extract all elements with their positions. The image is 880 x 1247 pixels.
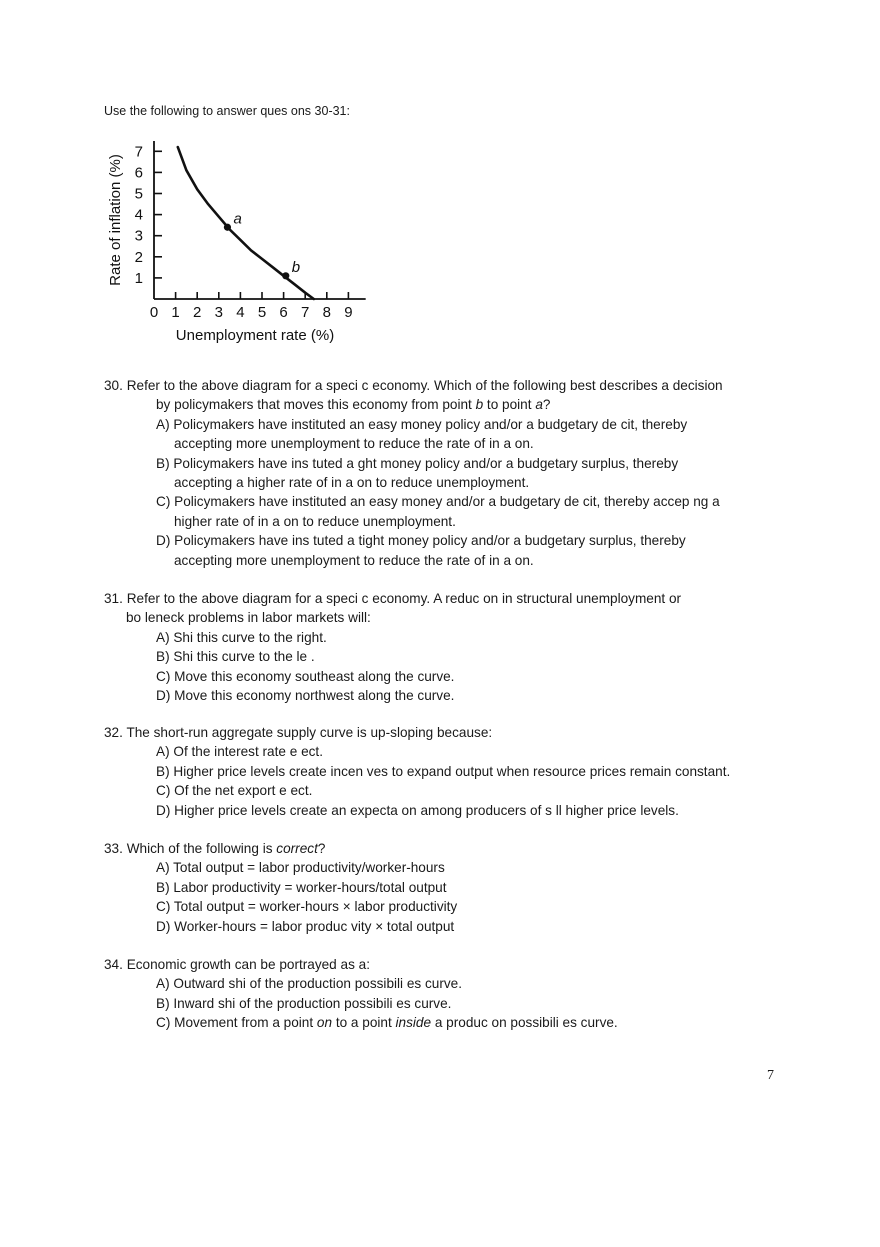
option-line: B) Higher price levels create incen ves to expand output when resource prices remain constant.: [156, 763, 731, 779]
question-number: 31.: [104, 591, 123, 606]
x-tick-label: 3: [214, 304, 223, 321]
question-stem: [104, 955, 794, 974]
answer-option-c: [104, 781, 794, 800]
text-segment: Refer to the above diagram for a speci c economy. Which of the following best describes a decision: [126, 378, 723, 393]
text-segment: ?: [317, 841, 326, 856]
option-line: accepting a higher rate of in a on to reduce unemployment.: [174, 475, 530, 491]
option-line: accepting more unemployment to reduce the rate of in a on.: [174, 436, 534, 452]
answer-option-a: [104, 974, 794, 993]
y-axis-label: Rate of inflation (%): [107, 154, 124, 286]
option-line: D) Move this economy northwest along the curve.: [156, 688, 455, 704]
option-line: C) Total output = worker-hours × labor productivity: [156, 899, 458, 915]
y-tick-label: 3: [134, 227, 143, 245]
question-number: 32.: [104, 725, 123, 740]
option-line: C) Policymakers have instituted an easy money and/or a budgetary de cit, thereby accep ng a: [156, 494, 720, 510]
option-line: A) Shi this curve to the right.: [156, 629, 327, 645]
x-tick-label: 7: [301, 304, 310, 321]
option-line: C) Of the net export e ect.: [156, 783, 313, 799]
answer-option-a: [104, 858, 794, 877]
option-line: A) Of the interest rate e ect.: [156, 744, 323, 760]
answer-option-b: [104, 878, 794, 897]
question-34: [104, 955, 794, 1033]
option-line: B) Inward shi of the production possibili es curve.: [156, 995, 452, 1011]
y-tick-label: 1: [134, 269, 143, 287]
question-number: 34.: [104, 957, 123, 972]
x-axis-label: Unemployment rate (%): [175, 327, 335, 344]
italic-text: b: [475, 397, 484, 413]
option-line: A) Policymakers have instituted an easy money policy and/or a budgetary de cit, thereby: [156, 416, 688, 432]
question-33: [104, 839, 794, 936]
italic-text: correct: [276, 841, 318, 856]
text-segment: C) Movement from a point: [156, 1015, 317, 1031]
option-line: A) Outward shi of the production possibili es curve.: [156, 976, 463, 992]
y-tick-label: 6: [134, 164, 143, 182]
x-tick-label: 4: [236, 304, 245, 321]
text-segment: a produc on possibili es curve.: [431, 1015, 618, 1031]
question-32: [104, 723, 794, 820]
answer-option-b: [104, 994, 794, 1013]
x-tick-label: 1: [171, 304, 180, 321]
stem-line: [104, 395, 794, 414]
italic-text: on: [316, 1015, 333, 1031]
question-30: [104, 376, 794, 570]
x-tick-label: 2: [193, 304, 202, 321]
answer-option-d: [104, 801, 794, 820]
answer-option-c: [104, 897, 794, 916]
curve-points: [224, 210, 300, 279]
point-a-label: a: [233, 210, 242, 228]
answer-option-a: [104, 628, 794, 647]
x-tick-label: 6: [279, 304, 288, 321]
text-segment: to a point: [332, 1015, 396, 1031]
y-axis-ticks: [135, 143, 162, 287]
question-number: 30.: [104, 378, 123, 393]
answer-option-b: [104, 454, 794, 493]
answer-option-a: [104, 415, 794, 454]
question-stem: [104, 589, 794, 628]
question-stem: [104, 839, 794, 858]
answer-option-d: [104, 917, 794, 936]
stem-line: bo leneck problems in labor markets will:: [126, 610, 371, 626]
text-segment: to point: [483, 397, 536, 413]
option-line: D) Worker-hours = labor produc vity × total output: [156, 918, 455, 934]
answer-option-c: [104, 492, 794, 531]
option-line: A) Total output = labor productivity/worker-hours: [156, 860, 445, 876]
italic-text: a: [535, 397, 543, 413]
x-tick-label: 5: [257, 304, 267, 321]
stem-line: Refer to the above diagram for a speci c economy. A reduc on in structural unemployment or: [126, 591, 682, 606]
option-line: [156, 1015, 618, 1030]
y-tick-label: 5: [134, 185, 143, 203]
answer-option-d: [104, 686, 794, 705]
phillips-curve-chart: [100, 136, 380, 351]
point-b-marker: [282, 272, 289, 279]
question-number: 33.: [104, 841, 123, 856]
x-tick-label: 0: [149, 304, 159, 321]
answer-option-b: [104, 762, 794, 781]
text-segment: by policymakers that moves this economy from point: [156, 397, 476, 413]
italic-text: inside: [395, 1015, 432, 1031]
chart-axes: [154, 141, 366, 299]
stem-line: Economic growth can be portrayed as a:: [126, 957, 370, 972]
stem-line: The short-run aggregate supply curve is up-sloping because:: [126, 725, 493, 740]
option-line: D) Policymakers have ins tuted a tight money policy and/or a budgetary surplus, thereby: [156, 533, 686, 549]
answer-option-d: [104, 531, 794, 570]
option-line: D) Higher price levels create an expecta on among producers of s ll higher price levels.: [156, 802, 679, 818]
page-number: 7: [767, 1068, 774, 1083]
x-tick-label: 9: [344, 304, 353, 321]
x-tick-label: 8: [322, 304, 331, 321]
question-stem: [104, 723, 794, 742]
point-a-marker: [224, 224, 231, 231]
question-31: [104, 589, 794, 705]
y-tick-label: 4: [134, 206, 143, 224]
option-line: B) Policymakers have ins tuted a ght money policy and/or a budgetary surplus, thereby: [156, 455, 679, 471]
question-stem: [104, 376, 794, 415]
answer-option-a: [104, 742, 794, 761]
option-line: B) Shi this curve to the le .: [156, 649, 315, 665]
option-line: higher rate of in a on to reduce unemployment.: [174, 513, 456, 529]
text-segment: ?: [542, 397, 551, 413]
answer-option-c: [104, 667, 794, 686]
y-tick-label: 2: [134, 248, 143, 266]
phillips-curve-line: [178, 147, 314, 299]
text-segment: Which of the following is: [126, 841, 277, 856]
stem-line: [127, 378, 723, 393]
point-b-label: b: [291, 258, 301, 276]
option-line: C) Move this economy southeast along the curve.: [156, 668, 455, 684]
option-line: B) Labor productivity = worker-hours/total output: [156, 879, 447, 895]
intro-text: Use the following to answer ques ons 30-31:: [104, 104, 350, 118]
y-tick-label: 7: [134, 143, 143, 161]
answer-option-c: [104, 1013, 794, 1032]
x-axis-ticks: [150, 292, 353, 321]
answer-option-b: [104, 647, 794, 666]
option-line: accepting more unemployment to reduce the rate of in a on.: [174, 552, 534, 568]
